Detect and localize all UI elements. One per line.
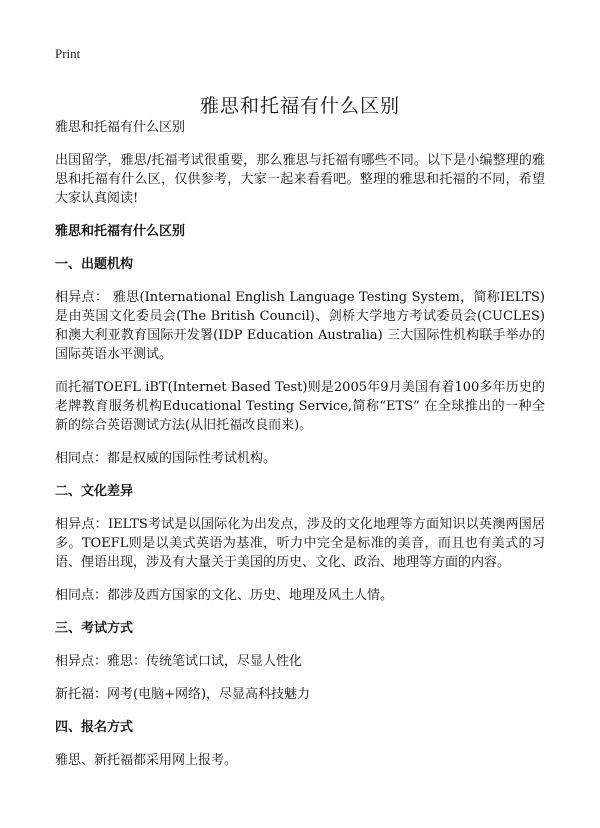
document-body [55,118,545,770]
section-heading-1: 一、出题机构 [55,257,134,272]
section-1-paragraph-1: 相异点： 雅思(International English Language Testing System，简称IELTS)是由英国文化委员会(The British Council)、剑桥大学地方考试委员会(CUCLES)和澳大利亚教育国际开发署(IDP Education Australia) 三大国际性机构联手举办的国际英语水平测试。 [55,290,545,362]
section-4-paragraph-1: 雅思、新托福都采用网上报考。 [55,753,238,768]
section-3-paragraph-1: 相异点：雅思：传统笔试口试，尽显人性化 [55,654,303,669]
section-heading: 雅思和托福有什么区别 [55,224,186,239]
section-2-paragraph-2: 相同点：都涉及西方国家的文化、历史、地理及风土人情。 [55,588,394,603]
section-1-paragraph-2: 而托福TOEFL iBT(Internet Based Test)则是2005年9月美国有着100多年历史的老牌教育服务机构Educational Testing Service,简称“ETS” 在全球推出的一种全新的综合英语测试方法(从旧托福改良而来)。 [55,380,545,433]
section-heading-2: 二、文化差异 [55,484,134,499]
section-heading-3: 三、考试方式 [55,621,134,636]
section-heading-4: 四、报名方式 [55,720,134,735]
subtitle: 雅思和托福有什么区别 [55,120,186,135]
intro-paragraph: 出国留学，雅思/托福考试很重要，那么雅思与托福有哪些不同。以下是小编整理的雅思和托福有什么区，仅供参考，大家一起来看看吧。整理的雅思和托福的不同，希望大家认真阅读! [55,153,545,206]
page-title: 雅思和托福有什么区别 [199,94,400,117]
section-1-paragraph-3: 相同点：都是权威的国际性考试机构。 [55,451,277,466]
section-2-paragraph-1: 相异点：IELTS考试是以国际化为出发点，涉及的文化地理等方面知识以英澳两国居多。TOEFL则是以美式英语为基准，听力中完全是标准的美音，而且也有美式的习语、俚语出现，涉及有大量关于美国的历史、文化、政治、地理等方面的内容。 [55,517,545,570]
print-link[interactable]: Print [55,46,81,61]
section-3-paragraph-2: 新托福：网考(电脑+网络)，尽显高科技魅力 [55,687,311,702]
